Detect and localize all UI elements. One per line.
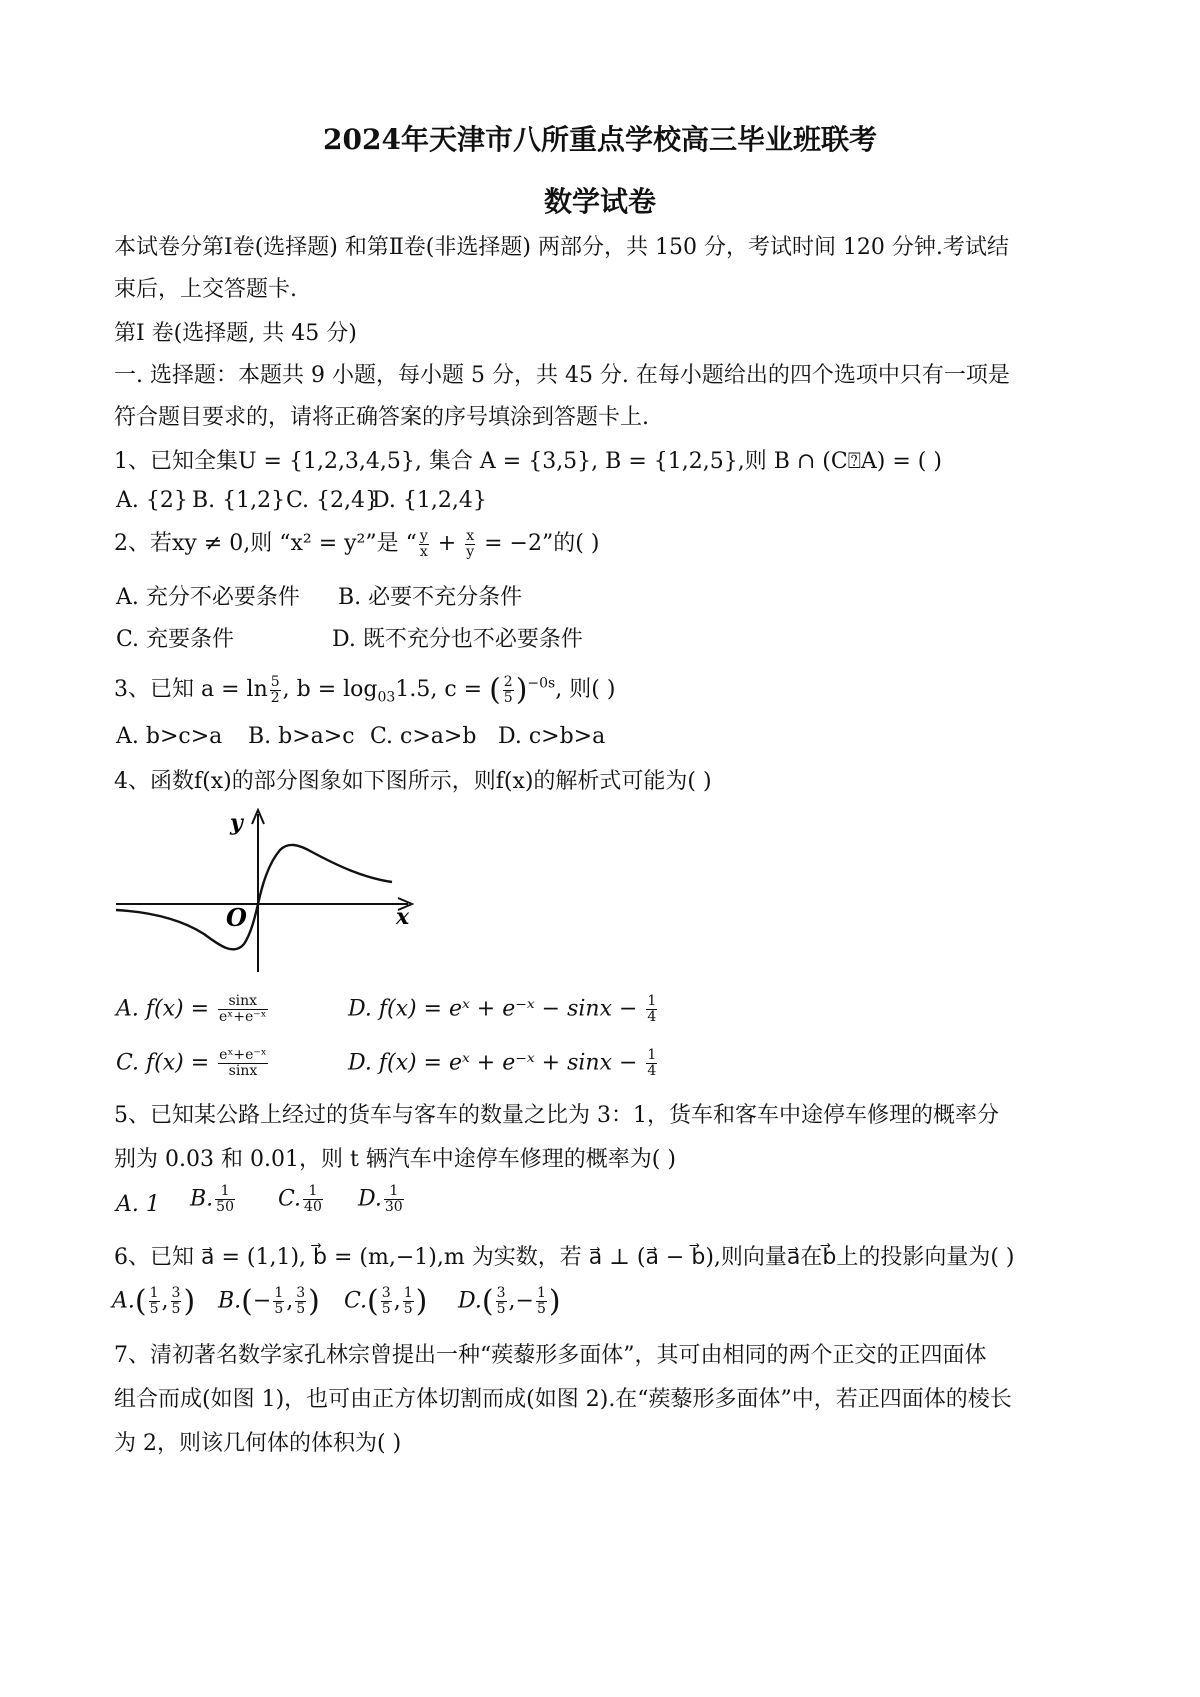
q2-option-b: B. 必要不充分条件	[338, 585, 523, 610]
q2-lead: 2、若xy ≠ 0,则 “x² = y²”是 “	[114, 531, 417, 556]
question-6-stem: 6、已知 a⃗ = (1,1), b⃗ = (m,−1),m 为实数，若 a⃗ ⊥ (a⃗ − b⃗),则向量a⃗在b⃗上的投影向量为( )	[114, 1245, 1015, 1270]
q1-option-a: A. {2}	[116, 488, 188, 513]
q1-option-b: B. {1,2}	[192, 488, 286, 513]
q5-option-c: C. $\frac{1}{40}$	[278, 1183, 322, 1215]
q6-option-a: A.( $\frac{1}{5}$ , $\frac{3}{5}$ )	[112, 1284, 196, 1319]
q6-option-d: D.( $\frac{3}{5}$ ,− $\frac{1}{5}$ )	[458, 1284, 561, 1319]
q4-option-d-first-fraction: $\frac{1}{4}$	[647, 993, 657, 1025]
q1-option-d: D. {1,2,4}	[372, 488, 487, 513]
q4-option-c-fraction: $\frac{\text{eˣ+e⁻ˣ}}{\sin x}$	[219, 1047, 267, 1079]
exam-subtitle: 数学试卷	[543, 185, 656, 218]
q5-option-b: B. $\frac{1}{50}$	[190, 1183, 234, 1215]
q3-exponent: −0s	[527, 675, 556, 692]
question-2-stem: 2、若xy ≠ 0,则 “x² = y²”是 “ $\frac{y}{x}$ + $\frac{x}{y}$ = −2”的( )	[114, 527, 600, 560]
section-heading: 第Ⅰ 卷(选择题, 共 45 分)	[114, 321, 357, 346]
instruction-line-1: 一. 选择题：本题共 9 小题，每小题 5 分，共 45 分. 在每小题给出的四个选项中只有一项是	[114, 363, 1010, 388]
question-5-line-1: 5、已知某公路上经过的货车与客车的数量之比为 3：1，货车和客车中途停车修理的概率分	[114, 1103, 999, 1128]
q3-mid: , b = log	[282, 677, 378, 702]
q6-option-c: C.( $\frac{3}{5}$ , $\frac{1}{5}$ )	[344, 1284, 428, 1319]
q3-frac-5-2: $\frac{5}{2}$	[270, 673, 280, 706]
intro-line-1: 本试卷分第Ⅰ卷(选择题) 和第Ⅱ卷(非选择题) 两部分，共 150 分，考试时间 120 分钟.考试结	[114, 235, 1009, 260]
function-curve	[116, 845, 392, 950]
question-5-line-2: 别为 0.03 和 0.01，则 t 辆汽车中途停车修理的概率为( )	[114, 1147, 676, 1172]
q4-option-d-first: D. f(x) = eˣ + e⁻ˣ − sinx − $\frac{1}{4}$	[348, 993, 657, 1025]
q3-tail: , 则( )	[555, 677, 616, 702]
origin-label: O	[226, 903, 247, 932]
question-4-stem: 4、函数f(x)的部分图象如下图所示，则f(x)的解析式可能为( )	[114, 769, 712, 794]
q4-option-d-second: D. f(x) = eˣ + e⁻ˣ + sinx − $\frac{1}{4}$	[348, 1047, 657, 1079]
q4-option-d-second-fraction: $\frac{1}{4}$	[647, 1047, 657, 1079]
instruction-line-2: 符合题目要求的，请将正确答案的序号填涂到答题卡上.	[114, 405, 649, 430]
function-graph	[112, 808, 422, 978]
question-7-line-1: 7、清初著名数学家孔林宗曾提出一种“蒺藜形多面体”，其可由相同的两个正交的正四面体	[114, 1343, 987, 1368]
q4-option-a: A. f(x) = $\frac{\sin x}{\text{eˣ+e⁻ˣ}}$	[116, 993, 267, 1025]
q3-option-c: C. c>a>b	[370, 724, 477, 749]
q3-option-b: B. b>a>c	[248, 724, 355, 749]
q2-option-c: C. 充要条件	[116, 627, 235, 652]
q3-frac-2-5: $\frac{2}{5}$	[503, 673, 513, 706]
q1-option-c: C. {2,4}	[286, 488, 380, 513]
q3-option-a: A. b>c>a	[116, 724, 223, 749]
q5-option-a: A. 1	[116, 1192, 160, 1217]
q2-tail: = −2”的( )	[477, 531, 600, 556]
question-7-line-2: 组合而成(如图 1)，也可由正方体切割而成(如图 2).在“蒺藜形多面体”中，若正四面体的棱长	[114, 1387, 1012, 1412]
q3-mid2: 1.5, c =	[395, 677, 490, 702]
q3-lead: 3、已知 a = ln	[114, 677, 268, 702]
q2-frac-x-y: $\frac{x}{y}$	[466, 527, 475, 560]
y-axis-label: y	[230, 810, 243, 836]
exam-title: 2024年天津市八所重点学校高三毕业班联考	[323, 123, 877, 156]
q3-option-d: D. c>b>a	[498, 724, 606, 749]
question-7-line-3: 为 2，则该几何体的体积为( )	[114, 1431, 402, 1456]
q3-log-base: 03	[377, 689, 396, 706]
q2-frac-y-x: $\frac{y}{x}$	[419, 527, 428, 560]
question-1-stem: 1、已知全集U = {1,2,3,4,5}, 集合 A = {3,5}, B = {1,2,5},则 B ∩ (C⍰A) = ( )	[114, 449, 942, 474]
q2-option-d: D. 既不充分也不必要条件	[332, 627, 583, 652]
intro-line-2: 束后，上交答题卡.	[114, 277, 297, 302]
q6-option-b: B.(− $\frac{1}{5}$ , $\frac{3}{5}$ )	[218, 1284, 320, 1319]
x-axis-label: x	[396, 904, 410, 930]
question-3-stem: 3、已知 a = ln $\frac{5}{2}$ , $b = \log_{03}1.5$, c = ( $\frac{2}{5}$ )$^{-0s}$, 则( )	[114, 672, 616, 708]
q4-option-a-fraction: $\frac{\sin x}{\text{eˣ+e⁻ˣ}}$	[219, 993, 267, 1025]
q4-option-c: C. f(x) = $\frac{\text{eˣ+e⁻ˣ}}{\sin x}$	[116, 1047, 267, 1079]
q5-option-d: D. $\frac{1}{30}$	[358, 1183, 403, 1215]
q2-option-a: A. 充分不必要条件	[116, 585, 300, 610]
